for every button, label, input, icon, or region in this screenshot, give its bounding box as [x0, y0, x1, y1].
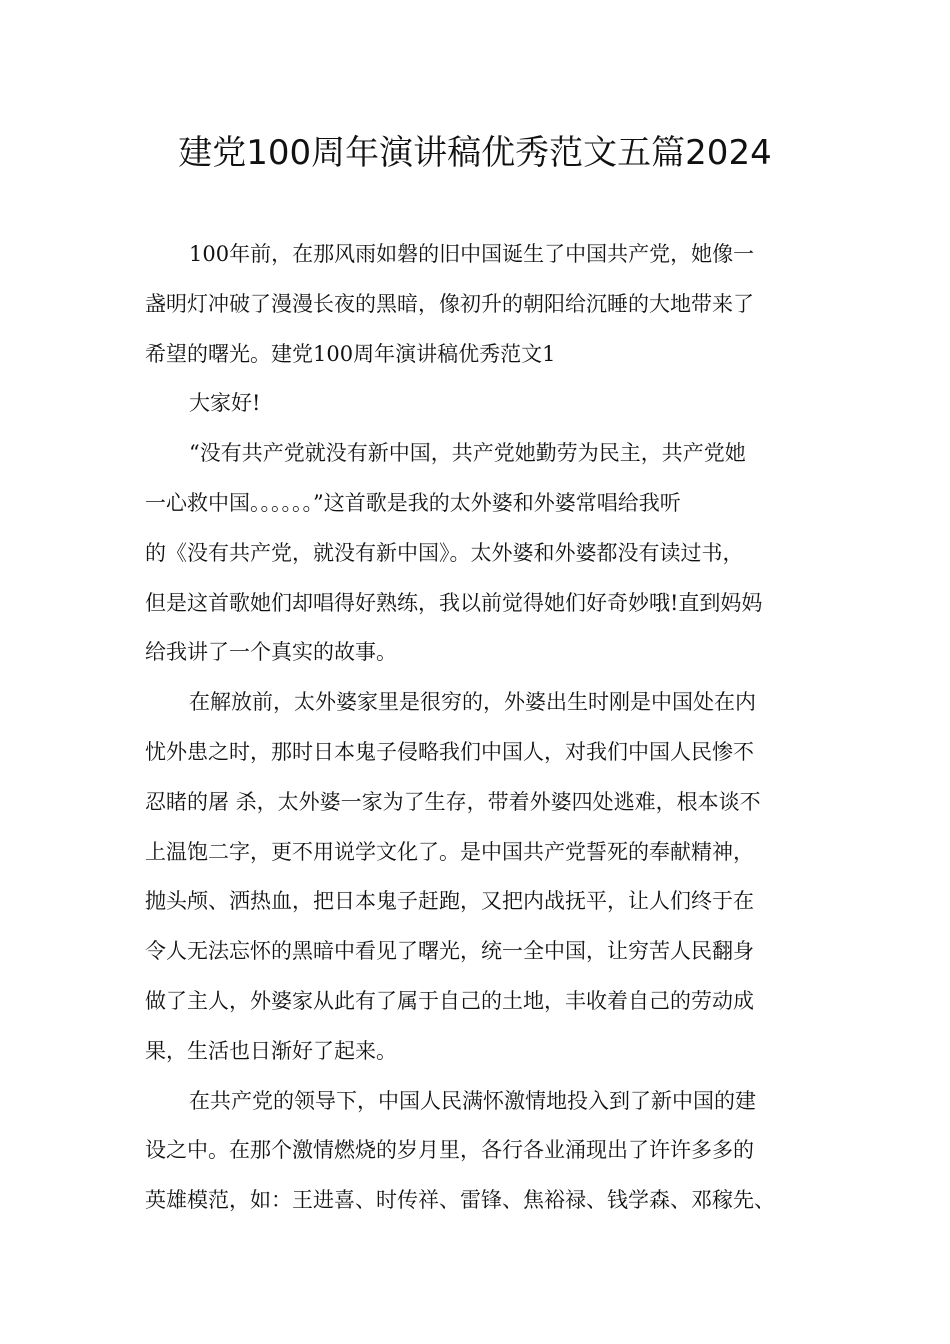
paragraph-line: 英雄模范，如：王进喜、时传祥、雷锋、焦裕禄、钱学森、邓稼先、: [145, 1188, 775, 1213]
paragraph-line: 忍睹的屠 杀，太外婆一家为了生存，带着外婆四处逃难，根本谈不: [145, 789, 761, 814]
paragraph-line: 一心救中国。。。。。。”这首歌是我的太外婆和外婆常唱给我听: [145, 490, 681, 515]
paragraph-line: 在共产党的领导下，中国人民满怀激情地投入到了新中国的建: [189, 1088, 756, 1113]
paragraph-line: 上温饱二字，更不用说学文化了。是中国共产党誓死的奉献精神，: [145, 839, 754, 864]
paragraph-line: 给我讲了一个真实的故事。: [145, 640, 397, 665]
document-body: [145, 230, 810, 1226]
paragraph-line: 令人无法忘怀的黑暗中看见了曙光，统一全中国，让穷苦人民翻身: [145, 939, 754, 964]
paragraph-line: 的《没有共产党，就没有新中国》。太外婆和外婆都没有读过书，: [145, 540, 744, 565]
paragraph-line: 希望的曙光。建党100周年演讲稿优秀范文1: [145, 341, 556, 366]
paragraph-line: 但是这首歌她们却唱得好熟练，我以前觉得她们好奇妙哦!直到妈妈: [145, 590, 763, 615]
paragraph-line: 设之中。在那个激情燃烧的岁月里，各行各业涌现出了许许多多的: [145, 1138, 754, 1163]
paragraph-line: 在解放前，太外婆家里是很穷的，外婆出生时刚是中国处在内: [189, 690, 756, 715]
paragraph-line: 忧外患之时，那时日本鬼子侵略我们中国人，对我们中国人民惨不: [145, 739, 754, 764]
paragraph-line: 大家好!: [189, 391, 261, 416]
paragraph-line: 盏明灯冲破了漫漫长夜的黑暗，像初升的朝阳给沉睡的大地带来了: [145, 291, 754, 316]
paragraph-line: 果，生活也日渐好了起来。: [145, 1038, 397, 1063]
paragraph-line: 抛头颅、洒热血，把日本鬼子赶跑，又把内战抚平，让人们终于在: [145, 889, 754, 914]
paragraph-line: 做了主人，外婆家从此有了属于自己的土地，丰收着自己的劳动成: [145, 988, 754, 1013]
paragraph-line: 100年前，在那风雨如磐的旧中国诞生了中国共产党，她像一: [189, 242, 755, 266]
document-title: 建党100周年演讲稿优秀范文五篇2024: [178, 133, 772, 173]
paragraph-line: “没有共产党就没有新中国，共产党她勤劳为民主，共产党她: [189, 441, 746, 466]
